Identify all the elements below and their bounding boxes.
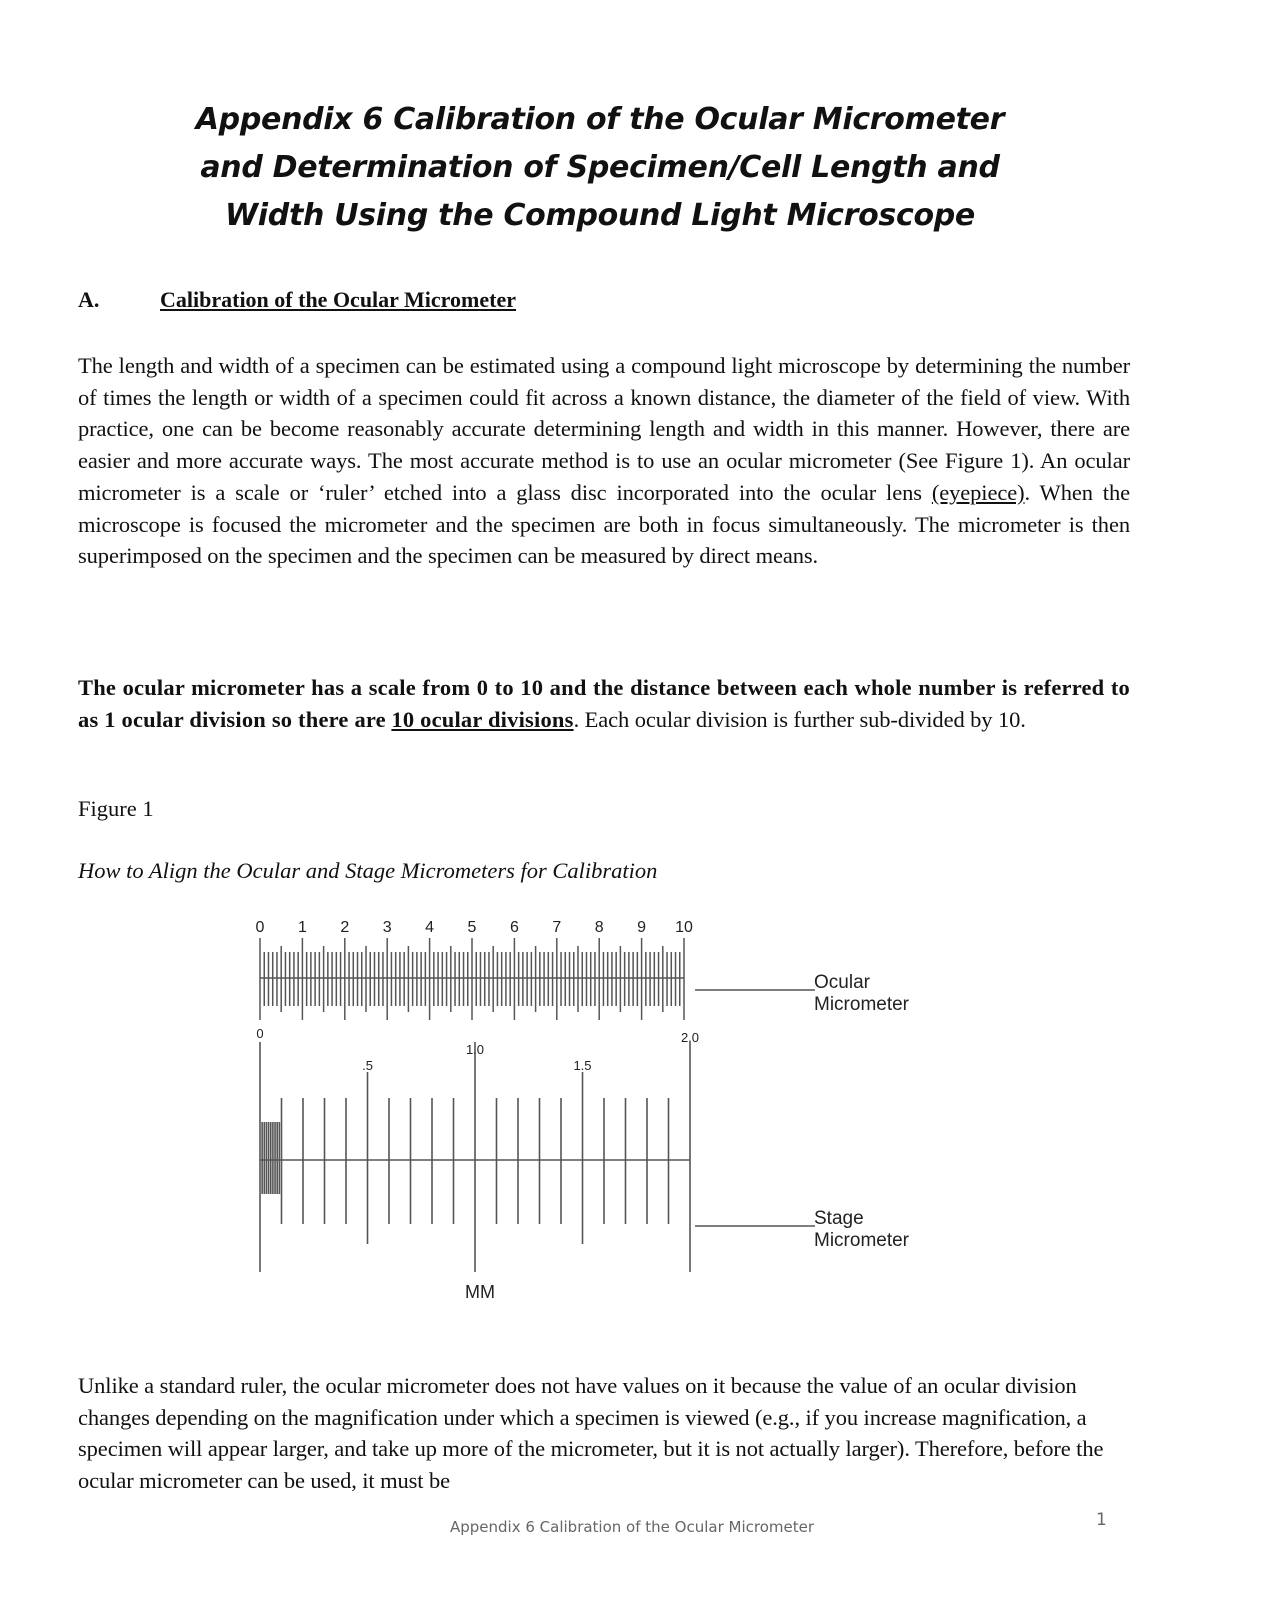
title-line-2: and Determination of Specimen/Cell Length and xyxy=(200,150,1000,185)
stage-callout-line1: Stage xyxy=(814,1208,864,1229)
figure-caption: How to Align the Ocular and Stage Micrometers for Calibration xyxy=(78,858,658,883)
stage-tick-label: .5 xyxy=(362,1058,373,1073)
ocular-tick-label: 4 xyxy=(425,919,435,936)
ocular-tick-label: 10 xyxy=(675,919,693,936)
ocular-micrometer-scale xyxy=(260,938,684,1020)
stage-callout-line2: Micrometer xyxy=(814,1230,910,1251)
unit-label: MM xyxy=(465,1282,495,1302)
section-letter: A. xyxy=(78,287,100,312)
ocular-scale-numbers xyxy=(256,919,693,936)
ocular-tick-label: 5 xyxy=(467,919,477,936)
stage-scale-numbers xyxy=(256,1026,699,1073)
ocular-tick-label: 9 xyxy=(637,919,647,936)
paragraph-intro xyxy=(78,350,1130,572)
ocular-tick-label: 2 xyxy=(340,919,350,936)
ocular-tick-label: 6 xyxy=(509,919,519,936)
ocular-tick-label: 1 xyxy=(297,919,307,936)
section-a-heading xyxy=(78,287,516,313)
stage-micrometer-scale xyxy=(260,1042,690,1272)
paragraph-ocular-values: Unlike a standard ruler, the ocular micrometer does not have values on it because the value of an ocular division changes depending on the magnification under which a specimen is viewed (e.g., if you increase magnification, a specimen will appear larger, and take up more of the micrometer, but it is not actually larger). Therefore, before the ocular micrometer can be used, it must be xyxy=(78,1373,1104,1493)
title-line-3: Width Using the Compound Light Microscope xyxy=(225,198,975,233)
paragraph-ocular-divisions xyxy=(78,672,1130,735)
micrometer-alignment-figure xyxy=(240,919,960,1310)
ocular-scale-statement: The ocular micrometer has a scale from 0 to 10 and the distance between each whole number is referred to as 1 ocular division so there are xyxy=(78,675,1130,732)
ocular-tick-label: 7 xyxy=(552,919,562,936)
paragraph-intro-end: . When the microscope is focused the micrometer and the specimen are both in focus simultaneously. The micrometer is then superimposed on the specimen and the specimen can be measured by direct means. xyxy=(78,479,1130,569)
page-footer: Appendix 6 Calibration of the Ocular Micrometer xyxy=(449,1518,815,1536)
document-title xyxy=(80,96,1120,240)
paragraph-intro-text: The length and width of a specimen can be estimated using a compound light microscope by determining the number of times the length or width of a specimen could fit across a known distance, the diameter of the field of view. With practice, one can be become reasonably accurate determining length and width in this manner. However, there are easier and more accurate ways. The most accurate method is to use an ocular micrometer (See Figure 1). An ocular micrometer is a scale or ‘ruler’ etched into a glass disc incorporated into the ocular lens xyxy=(78,353,1130,505)
stage-tick-label: 1.0 xyxy=(465,1042,485,1057)
ocular-callout-line2: Micrometer xyxy=(814,994,910,1015)
title-line-1: Appendix 6 Calibration of the Ocular Micrometer xyxy=(195,102,1005,137)
eyepiece-term: (eyepiece) xyxy=(931,479,1025,505)
subdivision-statement: . Each ocular division is further sub-divided by 10. xyxy=(573,706,1026,732)
ocular-callout-line1: Ocular xyxy=(814,972,870,993)
ocular-tick-label: 8 xyxy=(594,919,604,936)
section-heading-text: Calibration of the Ocular Micrometer xyxy=(160,287,516,312)
stage-tick-label: 2.0 xyxy=(680,1030,700,1045)
ocular-divisions-emphasis: 10 ocular divisions xyxy=(391,706,574,732)
page-number: 1 xyxy=(1096,1510,1107,1530)
stage-tick-label: 1.5 xyxy=(573,1058,592,1073)
figure-label: Figure 1 xyxy=(78,796,154,821)
ocular-tick-label: 0 xyxy=(255,919,265,936)
ocular-tick-label: 3 xyxy=(382,919,392,936)
stage-tick-label: 0 xyxy=(256,1026,264,1041)
